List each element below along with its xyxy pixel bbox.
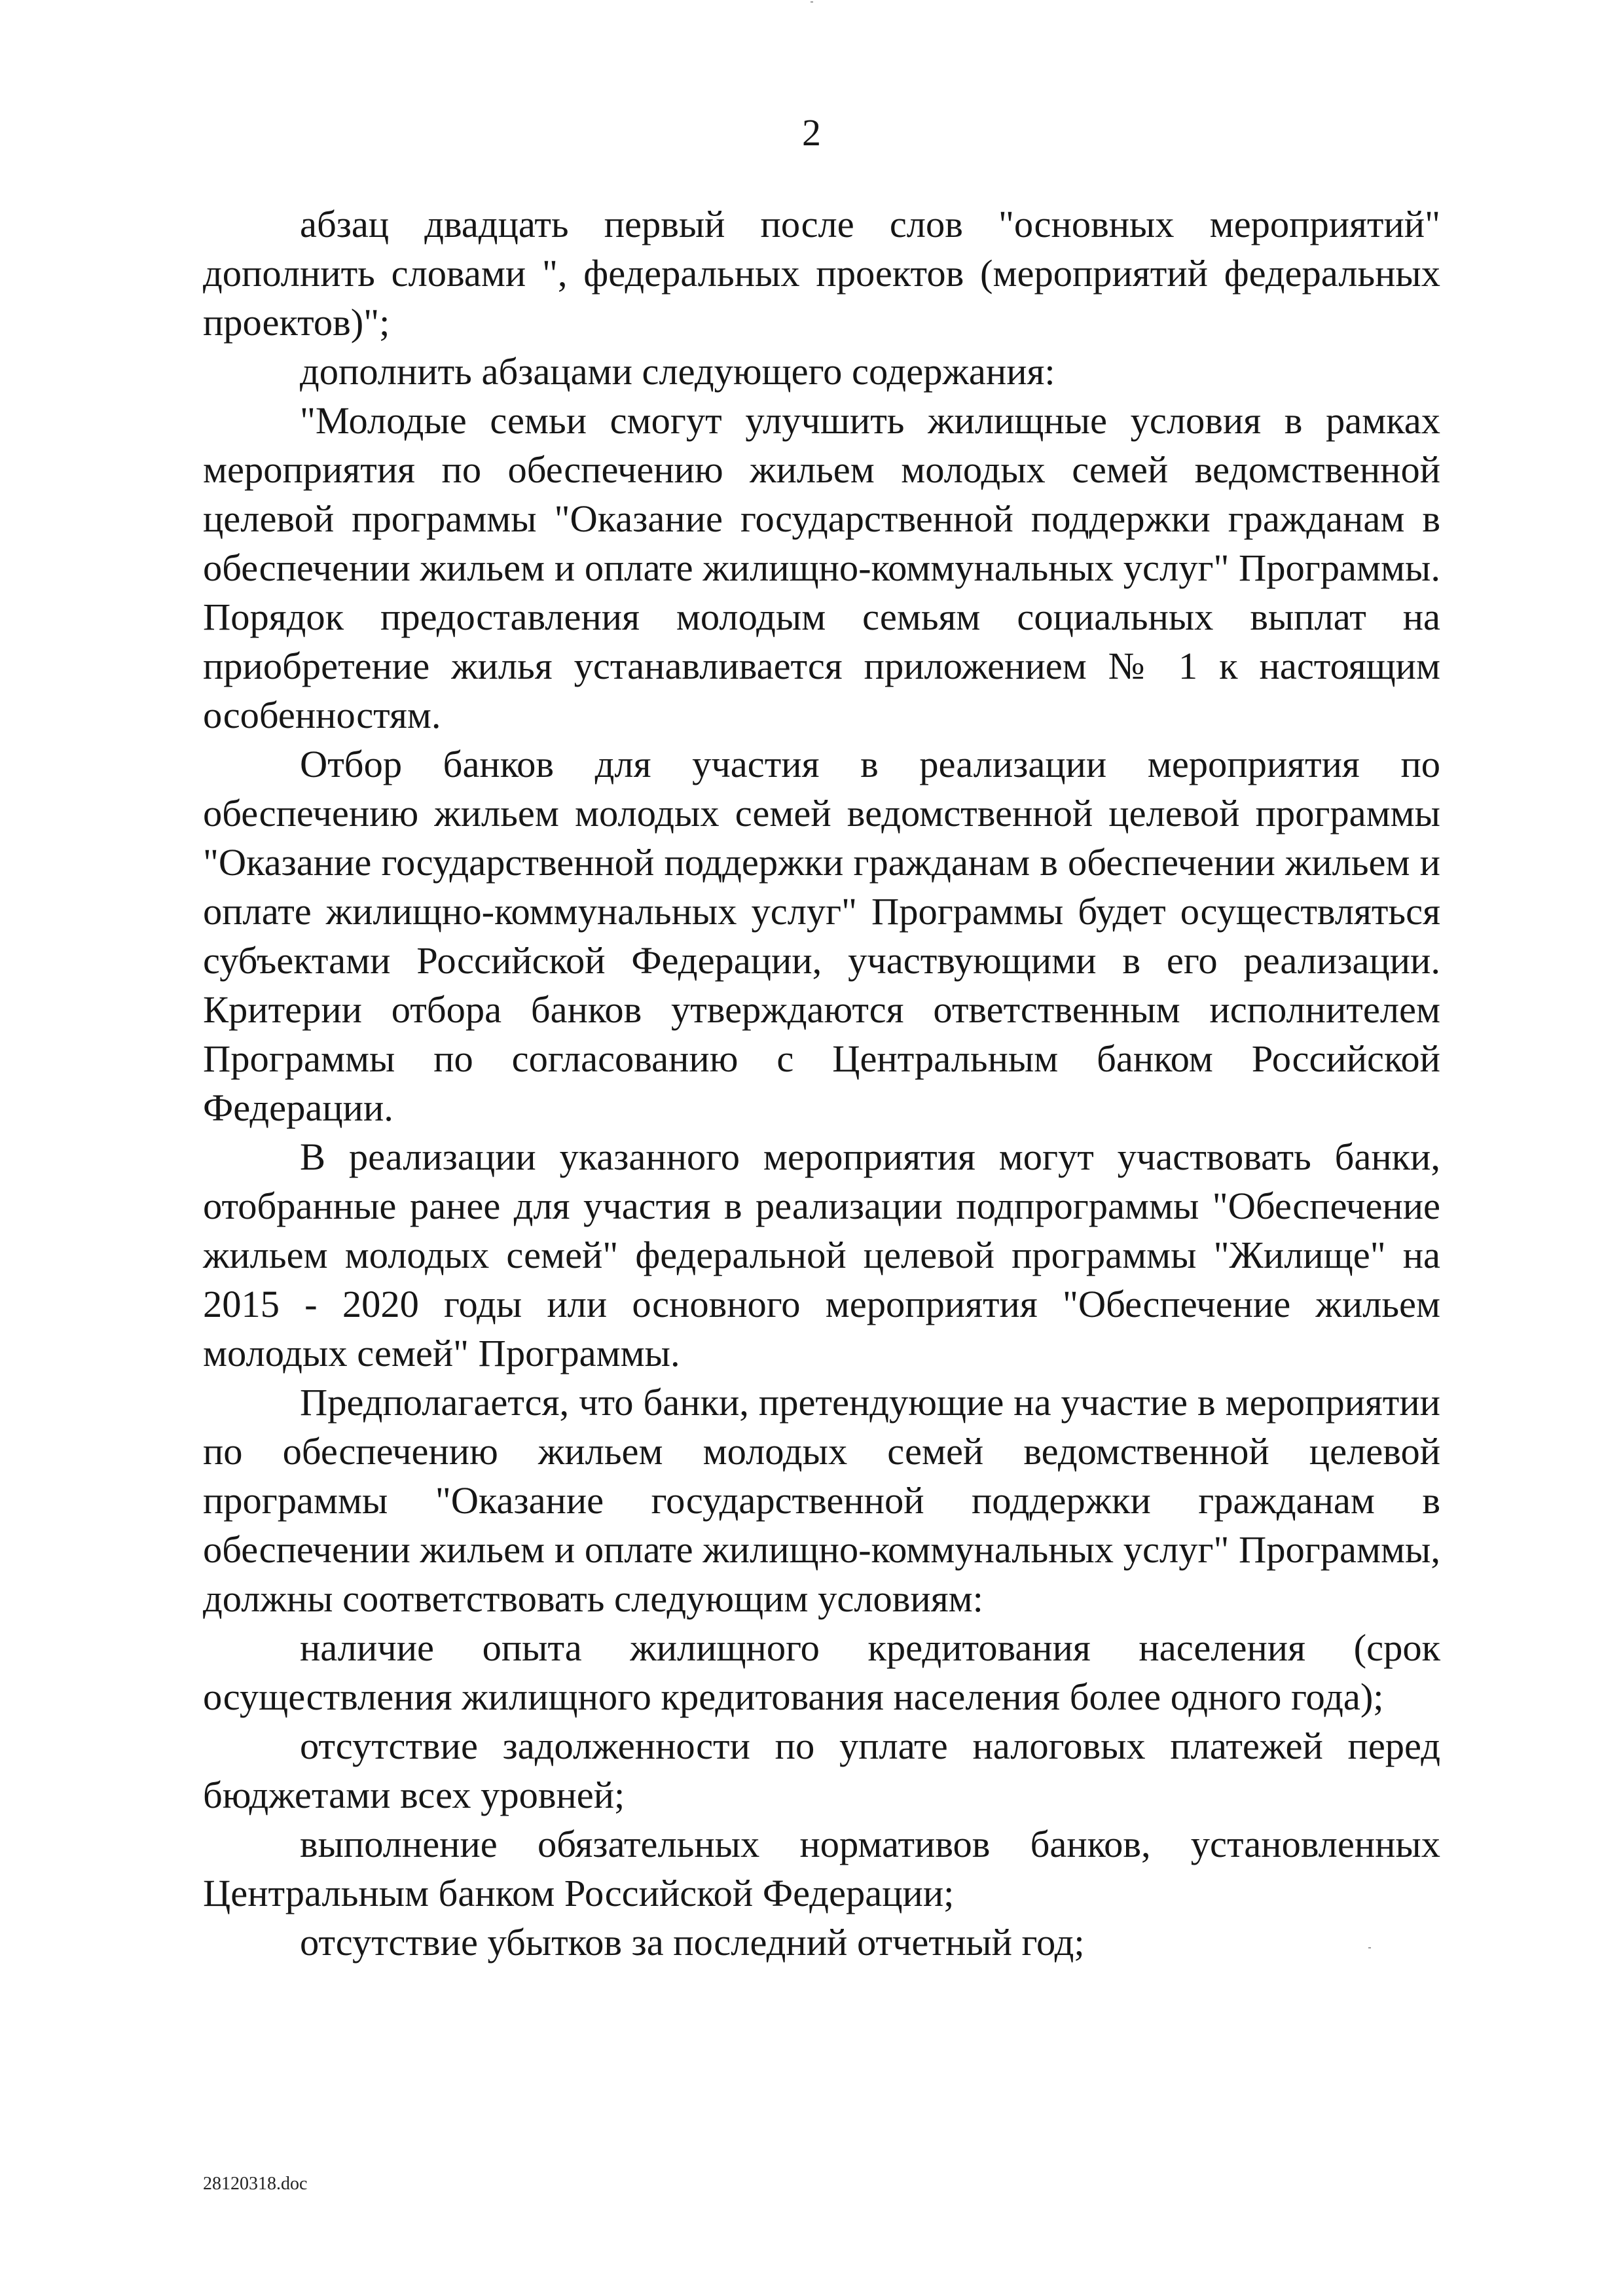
paragraph: выполнение обязательных нормативов банков, установленных Центральным банком Российской Федерации; [203,1823,1440,1914]
paragraph: абзац двадцать первый после слов "основных мероприятий" дополнить словами ", федеральных проектов (мероприятий федеральных проектов)"; [203,203,1440,344]
paragraph: дополнить абзацами следующего содержания: [300,350,1055,393]
footer-filename: 28120318.doc [203,2174,308,2194]
paragraph: Предполагается, что банки, претендующие на участие в мероприятии по обеспечению жильем молодых семей ведомственной целевой программы "Оказание государственной поддержки гражданам в обеспечении жильем и оплате жилищно-коммунальных услуг" Программы, должны соответствовать следующим условиям: [203,1381,1440,1620]
paragraph: отсутствие задолженности по уплате налоговых платежей перед бюджетами всех уровней; [203,1725,1440,1816]
document-body [203,200,1440,1967]
paragraph: "Молодые семьи смогут улучшить жилищные условия в рамках мероприятия по обеспечению жильем молодых семей ведомственной целевой программы "Оказание государственной поддержки гражданам в обеспечении жильем и оплате жилищно-коммунальных услуг" Программы. Порядок предоставления молодым семьям социальных выплат на приобретение жилья устанавливается приложением № 1 к настоящим особенностям. [203,399,1440,736]
paragraph: Отбор банков для участия в реализации мероприятия по обеспечению жильем молодых семей ведомственной целевой программы "Оказание государственной поддержки гражданам в обеспечении жильем и оплате жилищно-коммунальных услуг" Программы будет осуществляться субъектами Российской Федерации, участвующими в его реализации. Критерии отбора банков утверждаются ответственным исполнителем Программы по согласованию с Центральным банком Российской Федерации. [203,743,1440,1129]
page-number: 2 [802,111,821,154]
paragraph: отсутствие убытков за последний отчетный год; [300,1921,1085,1964]
paragraph: В реализации указанного мероприятия могут участвовать банки, отобранные ранее для участия в реализации подпрограммы "Обеспечение жильем молодых семей" федеральной целевой программы "Жилище" на 2015 - 2020 годы или основного мероприятия "Обеспечение жильем молодых семей" Программы. [203,1136,1440,1374]
scan-speck [811,1,813,3]
paragraph: наличие опыта жилищного кредитования населения (срок осуществления жилищного кредитования населения более одного года); [203,1626,1440,1718]
